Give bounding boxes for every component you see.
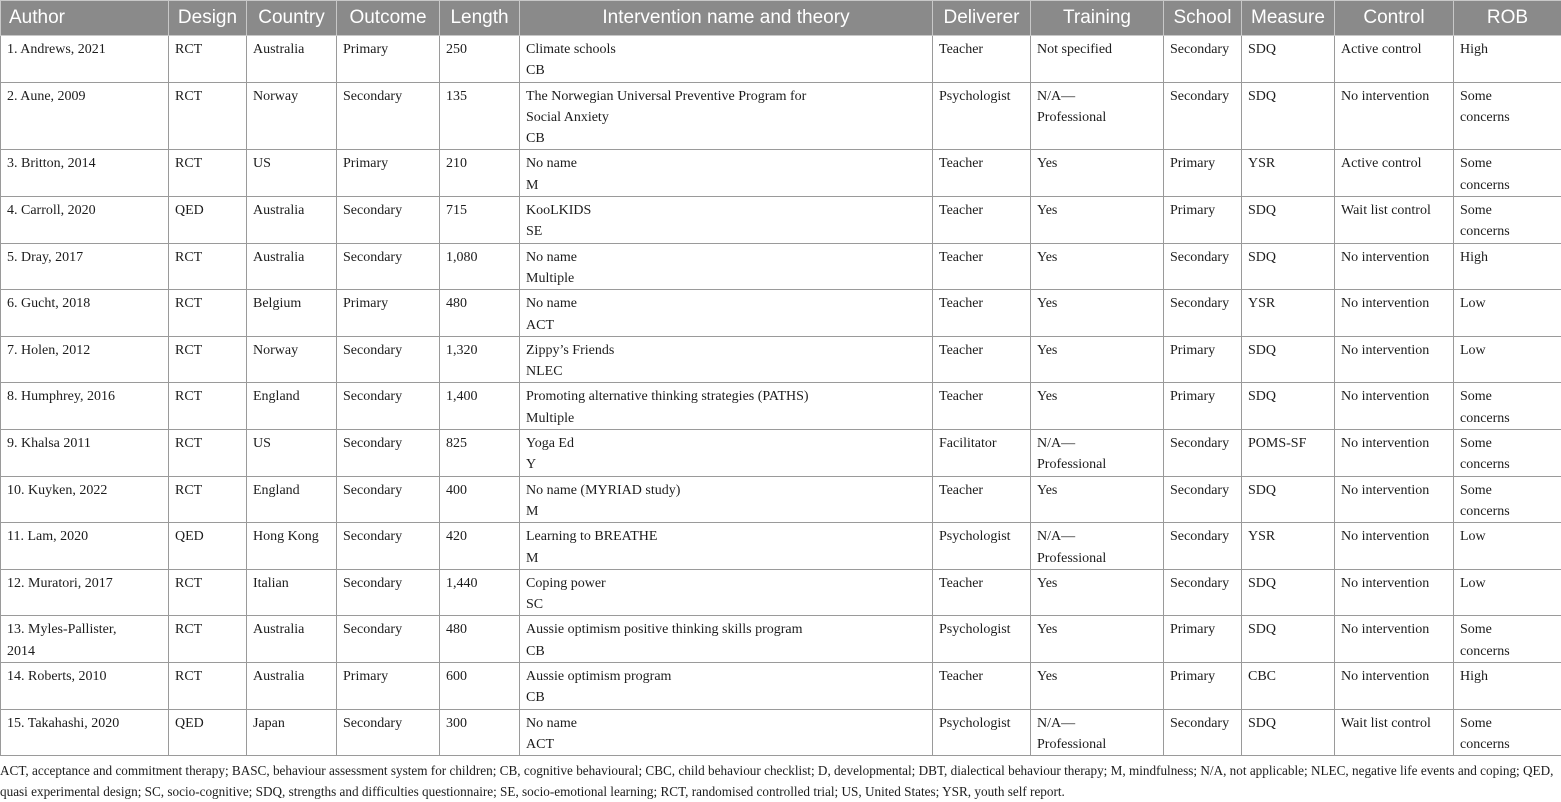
cell-design: RCT <box>169 430 247 477</box>
cell-intervention: Promoting alternative thinking strategies (PATHS) Multiple <box>520 383 933 430</box>
cell-intervention: No name M <box>520 150 933 197</box>
cell-training: Yes <box>1031 336 1164 383</box>
cell-control: No intervention <box>1335 616 1454 663</box>
cell-deliverer: Teacher <box>933 663 1031 710</box>
cell-school: Secondary <box>1164 36 1242 83</box>
cell-deliverer: Teacher <box>933 476 1031 523</box>
cell-training: Yes <box>1031 476 1164 523</box>
cell-control: No intervention <box>1335 383 1454 430</box>
cell-measure: SDQ <box>1242 709 1335 756</box>
cell-rob: Low <box>1454 523 1561 570</box>
cell-measure: SDQ <box>1242 476 1335 523</box>
cell-measure: SDQ <box>1242 197 1335 244</box>
cell-control: No intervention <box>1335 476 1454 523</box>
cell-length: 825 <box>440 430 520 477</box>
cell-control: No intervention <box>1335 569 1454 616</box>
cell-school: Primary <box>1164 150 1242 197</box>
cell-design: RCT <box>169 36 247 83</box>
header-country: Country <box>247 1 337 36</box>
cell-design: QED <box>169 523 247 570</box>
cell-deliverer: Facilitator <box>933 430 1031 477</box>
cell-school: Secondary <box>1164 243 1242 290</box>
table-row <box>1 150 1561 197</box>
cell-training: Yes <box>1031 616 1164 663</box>
cell-design: RCT <box>169 82 247 150</box>
cell-training: Yes <box>1031 197 1164 244</box>
cell-country: Belgium <box>247 290 337 337</box>
cell-design: RCT <box>169 150 247 197</box>
header-outcome: Outcome <box>337 1 440 36</box>
cell-deliverer: Teacher <box>933 243 1031 290</box>
table-row <box>1 523 1561 570</box>
cell-control: No intervention <box>1335 243 1454 290</box>
cell-control: Wait list control <box>1335 197 1454 244</box>
cell-outcome: Secondary <box>337 476 440 523</box>
cell-deliverer: Psychologist <box>933 616 1031 663</box>
cell-rob: High <box>1454 243 1561 290</box>
cell-outcome: Secondary <box>337 383 440 430</box>
cell-length: 1,080 <box>440 243 520 290</box>
table-row <box>1 430 1561 477</box>
cell-measure: SDQ <box>1242 243 1335 290</box>
cell-length: 600 <box>440 663 520 710</box>
cell-measure: YSR <box>1242 523 1335 570</box>
header-school: School <box>1164 1 1242 36</box>
cell-measure: YSR <box>1242 290 1335 337</box>
cell-deliverer: Teacher <box>933 150 1031 197</box>
cell-rob: Some concerns <box>1454 82 1561 150</box>
cell-outcome: Primary <box>337 150 440 197</box>
cell-control: No intervention <box>1335 336 1454 383</box>
cell-control: No intervention <box>1335 663 1454 710</box>
cell-author: 8. Humphrey, 2016 <box>1 383 169 430</box>
cell-outcome: Primary <box>337 36 440 83</box>
cell-country: Australia <box>247 663 337 710</box>
cell-intervention: No name ACT <box>520 709 933 756</box>
cell-design: RCT <box>169 569 247 616</box>
header-measure: Measure <box>1242 1 1335 36</box>
cell-country: Italian <box>247 569 337 616</box>
cell-deliverer: Teacher <box>933 36 1031 83</box>
cell-control: No intervention <box>1335 523 1454 570</box>
table-footnote: ACT, acceptance and commitment therapy; BASC, behaviour assessment system for children; CB, cognitive behavioural; CBC, child behaviour checklist; D, developmental; DBT, dialectical behaviour therapy; M, mindfulness; N/A, not applicable; NLEC, negative life events and coping; QED, quasi experimental design; SC, socio-cognitive; SDQ, strengths and difficulties questionnaire; SE, socio-emotional learning; RCT, randomised controlled trial; US, United States; YSR, youth self report. <box>0 763 1554 799</box>
cell-outcome: Secondary <box>337 82 440 150</box>
table-row <box>1 243 1561 290</box>
cell-design: QED <box>169 197 247 244</box>
cell-measure: YSR <box>1242 150 1335 197</box>
header-deliverer: Deliverer <box>933 1 1031 36</box>
cell-deliverer: Psychologist <box>933 82 1031 150</box>
cell-control: No intervention <box>1335 430 1454 477</box>
cell-country: England <box>247 383 337 430</box>
cell-length: 400 <box>440 476 520 523</box>
cell-outcome: Primary <box>337 290 440 337</box>
cell-country: Japan <box>247 709 337 756</box>
header-row <box>1 1 1561 36</box>
cell-country: Norway <box>247 82 337 150</box>
cell-school: Secondary <box>1164 523 1242 570</box>
cell-author: 14. Roberts, 2010 <box>1 663 169 710</box>
cell-author: 9. Khalsa 2011 <box>1 430 169 477</box>
cell-length: 210 <box>440 150 520 197</box>
cell-design: RCT <box>169 336 247 383</box>
cell-intervention: No name (MYRIAD study) M <box>520 476 933 523</box>
cell-training: Yes <box>1031 383 1164 430</box>
cell-outcome: Secondary <box>337 569 440 616</box>
cell-author: 7. Holen, 2012 <box>1 336 169 383</box>
cell-school: Secondary <box>1164 569 1242 616</box>
cell-intervention: Climate schools CB <box>520 36 933 83</box>
cell-training: N/A— Professional <box>1031 523 1164 570</box>
cell-outcome: Secondary <box>337 709 440 756</box>
cell-intervention: Aussie optimism program CB <box>520 663 933 710</box>
cell-rob: Some concerns <box>1454 150 1561 197</box>
cell-author: 6. Gucht, 2018 <box>1 290 169 337</box>
cell-rob: Some concerns <box>1454 430 1561 477</box>
cell-outcome: Secondary <box>337 523 440 570</box>
cell-outcome: Secondary <box>337 243 440 290</box>
header-author: Author <box>1 1 169 36</box>
cell-length: 250 <box>440 36 520 83</box>
cell-intervention: No name ACT <box>520 290 933 337</box>
table-row <box>1 709 1561 756</box>
cell-author: 13. Myles-Pallister, 2014 <box>1 616 169 663</box>
cell-school: Secondary <box>1164 430 1242 477</box>
cell-rob: Some concerns <box>1454 709 1561 756</box>
cell-rob: High <box>1454 663 1561 710</box>
cell-measure: SDQ <box>1242 82 1335 150</box>
cell-measure: SDQ <box>1242 336 1335 383</box>
cell-design: RCT <box>169 476 247 523</box>
cell-author: 10. Kuyken, 2022 <box>1 476 169 523</box>
cell-intervention: No name Multiple <box>520 243 933 290</box>
cell-outcome: Secondary <box>337 197 440 244</box>
cell-design: RCT <box>169 290 247 337</box>
cell-measure: POMS-SF <box>1242 430 1335 477</box>
cell-control: No intervention <box>1335 290 1454 337</box>
cell-outcome: Primary <box>337 663 440 710</box>
cell-training: Yes <box>1031 150 1164 197</box>
cell-deliverer: Psychologist <box>933 523 1031 570</box>
cell-deliverer: Teacher <box>933 290 1031 337</box>
cell-outcome: Secondary <box>337 430 440 477</box>
cell-school: Secondary <box>1164 709 1242 756</box>
cell-measure: CBC <box>1242 663 1335 710</box>
cell-school: Primary <box>1164 663 1242 710</box>
cell-design: RCT <box>169 616 247 663</box>
cell-training: Yes <box>1031 663 1164 710</box>
table-row <box>1 336 1561 383</box>
cell-author: 2. Aune, 2009 <box>1 82 169 150</box>
table-row <box>1 476 1561 523</box>
cell-rob: Low <box>1454 336 1561 383</box>
cell-measure: SDQ <box>1242 383 1335 430</box>
cell-country: Australia <box>247 197 337 244</box>
header-length: Length <box>440 1 520 36</box>
cell-measure: SDQ <box>1242 616 1335 663</box>
cell-deliverer: Teacher <box>933 383 1031 430</box>
cell-intervention: Coping power SC <box>520 569 933 616</box>
cell-rob: Some concerns <box>1454 476 1561 523</box>
cell-school: Primary <box>1164 383 1242 430</box>
cell-author: 15. Takahashi, 2020 <box>1 709 169 756</box>
cell-country: Australia <box>247 616 337 663</box>
cell-intervention: KooLKIDS SE <box>520 197 933 244</box>
cell-school: Secondary <box>1164 476 1242 523</box>
table-row <box>1 383 1561 430</box>
cell-deliverer: Teacher <box>933 569 1031 616</box>
table-body <box>1 36 1561 756</box>
cell-author: 4. Carroll, 2020 <box>1 197 169 244</box>
cell-design: QED <box>169 709 247 756</box>
cell-length: 715 <box>440 197 520 244</box>
cell-country: England <box>247 476 337 523</box>
cell-length: 1,320 <box>440 336 520 383</box>
cell-author: 11. Lam, 2020 <box>1 523 169 570</box>
cell-length: 300 <box>440 709 520 756</box>
cell-rob: Low <box>1454 569 1561 616</box>
cell-rob: Some concerns <box>1454 197 1561 244</box>
cell-design: RCT <box>169 663 247 710</box>
cell-author: 3. Britton, 2014 <box>1 150 169 197</box>
cell-deliverer: Psychologist <box>933 709 1031 756</box>
cell-rob: Low <box>1454 290 1561 337</box>
cell-length: 135 <box>440 82 520 150</box>
table-row <box>1 36 1561 83</box>
cell-school: Primary <box>1164 616 1242 663</box>
cell-school: Secondary <box>1164 82 1242 150</box>
cell-author: 1. Andrews, 2021 <box>1 36 169 83</box>
cell-design: RCT <box>169 383 247 430</box>
cell-author: 5. Dray, 2017 <box>1 243 169 290</box>
cell-measure: SDQ <box>1242 36 1335 83</box>
cell-outcome: Secondary <box>337 616 440 663</box>
cell-length: 1,400 <box>440 383 520 430</box>
cell-school: Secondary <box>1164 290 1242 337</box>
header-intervention: Intervention name and theory <box>520 1 933 36</box>
cell-outcome: Secondary <box>337 336 440 383</box>
cell-training: Not specified <box>1031 36 1164 83</box>
cell-control: Active control <box>1335 36 1454 83</box>
cell-author: 12. Muratori, 2017 <box>1 569 169 616</box>
cell-deliverer: Teacher <box>933 197 1031 244</box>
cell-length: 480 <box>440 290 520 337</box>
cell-training: N/A— Professional <box>1031 709 1164 756</box>
table-row <box>1 82 1561 150</box>
cell-rob: Some concerns <box>1454 383 1561 430</box>
cell-control: Wait list control <box>1335 709 1454 756</box>
cell-school: Primary <box>1164 336 1242 383</box>
cell-length: 420 <box>440 523 520 570</box>
table-row <box>1 663 1561 710</box>
cell-deliverer: Teacher <box>933 336 1031 383</box>
header-control: Control <box>1335 1 1454 36</box>
cell-intervention: Zippy’s Friends NLEC <box>520 336 933 383</box>
cell-training: N/A— Professional <box>1031 430 1164 477</box>
cell-rob: Some concerns <box>1454 616 1561 663</box>
cell-intervention: Learning to BREATHE M <box>520 523 933 570</box>
cell-intervention: The Norwegian Universal Preventive Program for Social Anxiety CB <box>520 82 933 150</box>
cell-measure: SDQ <box>1242 569 1335 616</box>
cell-country: Hong Kong <box>247 523 337 570</box>
cell-country: Norway <box>247 336 337 383</box>
cell-country: US <box>247 430 337 477</box>
cell-country: Australia <box>247 243 337 290</box>
cell-country: Australia <box>247 36 337 83</box>
cell-control: Active control <box>1335 150 1454 197</box>
cell-intervention: Aussie optimism positive thinking skills program CB <box>520 616 933 663</box>
cell-rob: High <box>1454 36 1561 83</box>
table-row <box>1 197 1561 244</box>
cell-length: 1,440 <box>440 569 520 616</box>
header-rob: ROB <box>1454 1 1561 36</box>
table-row <box>1 569 1561 616</box>
cell-training: Yes <box>1031 290 1164 337</box>
cell-intervention: Yoga Ed Y <box>520 430 933 477</box>
cell-school: Primary <box>1164 197 1242 244</box>
cell-training: Yes <box>1031 569 1164 616</box>
table-row <box>1 616 1561 663</box>
header-design: Design <box>169 1 247 36</box>
cell-length: 480 <box>440 616 520 663</box>
cell-training: Yes <box>1031 243 1164 290</box>
cell-design: RCT <box>169 243 247 290</box>
header-training: Training <box>1031 1 1164 36</box>
cell-control: No intervention <box>1335 82 1454 150</box>
cell-training: N/A— Professional <box>1031 82 1164 150</box>
cell-country: US <box>247 150 337 197</box>
table-row <box>1 290 1561 337</box>
